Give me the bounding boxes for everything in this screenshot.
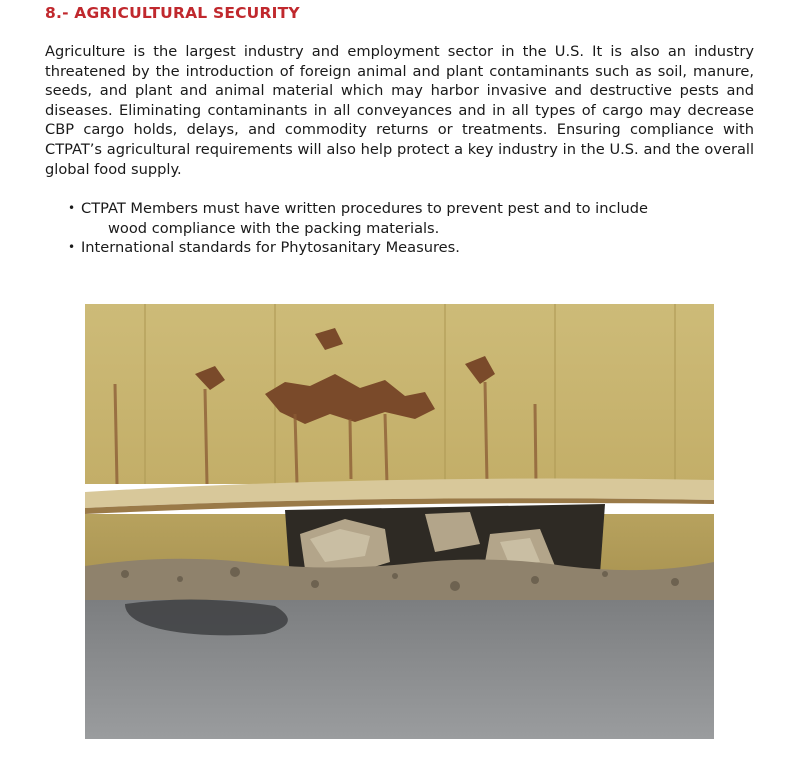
list-item-text-continued: wood compliance with the packing materials. (108, 219, 440, 237)
list-item (68, 199, 728, 238)
list-item (68, 238, 728, 258)
section-heading: 8.- AGRICULTURAL SECURITY (45, 4, 300, 22)
intro-paragraph: Agriculture is the largest industry and employment sector in the U.S. It is also an industry threatened by the introduction of foreign animal and plant contaminants such as soil, manure, seeds, and plant and animal material which may harbor invasive and destructive pests and diseases. Eliminating contaminants in all conveyances and in all types of cargo may decrease CBP cargo holds, delays, and commodity returns or treatments. Ensuring compliance with CTPAT’s agricultural requirements will also help protect a key industry in the U.S. and the overall global food supply. (45, 43, 754, 178)
requirements-list (68, 199, 728, 258)
container-soil-photo (85, 304, 714, 739)
bullet-icon: • (68, 201, 76, 215)
list-item-text: International standards for Phytosanitary Measures. (81, 239, 460, 256)
bullet-icon: • (68, 240, 76, 254)
list-item-text: CTPAT Members must have written procedures to prevent pest and to include (81, 200, 649, 217)
